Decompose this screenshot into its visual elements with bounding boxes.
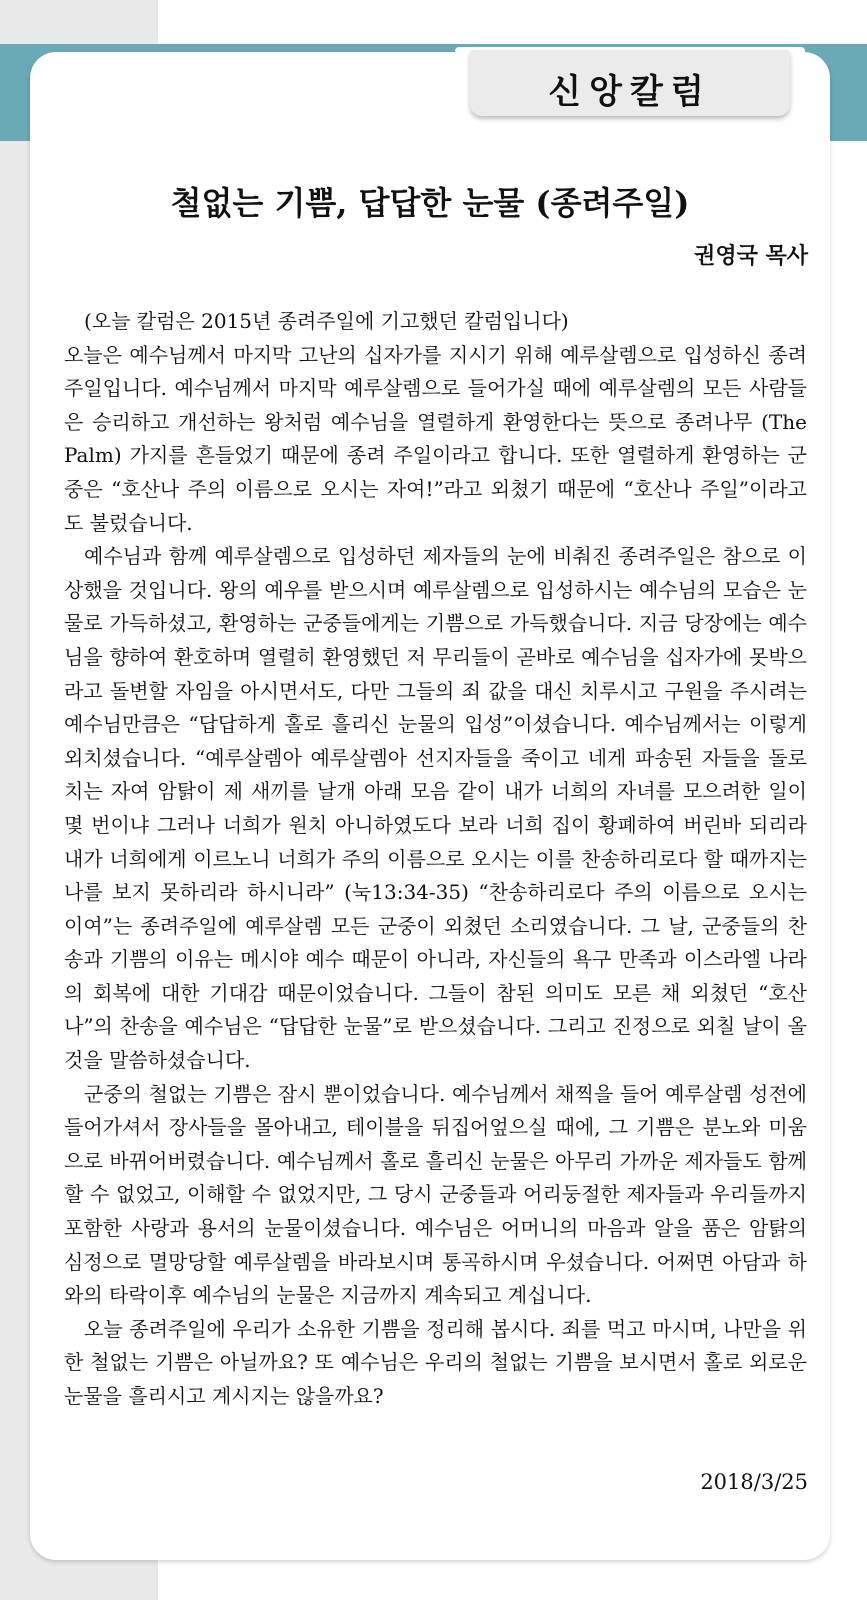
article-title: 철없는 기쁨, 답답한 눈물 (종려주일): [170, 184, 690, 223]
paragraph: 오늘은 예수님께서 마지막 고난의 십자가를 지시기 위해 예루살렘으로 입성하신 종려주일입니다. 예수님께서 마지막 예루살렘으로 들어가실 때에 예루살렘의 모든 사람들은 승리하고 개선하는 왕처럼 예수님을 열렬하게 환영한다는 뜻으로 종려나무 (The Palm) 가지를 흔들었기 때문에 종려 주일이라고 합니다. 또한 열렬하게 환영하는 군중은 “호산나 주의 이름으로 오시는 자여!”라고 외쳤기 때문에 “호산나 주일”이라고도 불렀습니다.: [64, 342, 807, 535]
publish-date: 2018/3/25: [700, 1470, 808, 1494]
paragraph: 군중의 철없는 기쁨은 잠시 뿐이었습니다. 예수님께서 채찍을 들어 예루살렘 성전에 들어가셔서 장사들을 몰아내고, 테이블을 뒤집어엎으실 때에, 그 기쁨은 분노와 미움으로 바뀌어버렸습니다. 예수님께서 홀로 흘리신 눈물은 아무리 가까운 제자들도 함께 할 수 없었고, 이해할 수 없었지만, 그 당시 군중들과 어리둥절한 제자들과 우리들까지 포함한 사랑과 용서의 눈물이셨습니다. 예수님은 어머니의 마음과 알을 품은 암탉의 심정으로 멸망당할 예루살렘을 바라보시며 통곡하시며 우셨습니다. 어쩌면 아담과 하와의 타락이후 예수님의 눈물은 지금까지 계속되고 계십니다.: [64, 1081, 807, 1308]
editor-note: (오늘 칼럼은 2015년 종려주일에 기고했던 칼럼입니다): [84, 309, 569, 333]
section-label: 신앙칼럼: [548, 72, 712, 112]
paragraph: 오늘 종려주일에 우리가 소유한 기쁨을 정리해 봅시다. 죄를 먹고 마시며, 나만을 위한 철없는 기쁨은 아닐까요? 또 예수님은 우리의 철없는 기쁨을 보시면서 홀로 외로운 눈물을 흘리시고 계시지는 않을까요?: [64, 1316, 807, 1408]
author-name: 권영국 목사: [694, 243, 808, 269]
paragraph: 예수님과 함께 예루살렘으로 입성하던 제자들의 눈에 비춰진 종려주일은 참으로 이상했을 것입니다. 왕의 예우를 받으시며 예루살렘으로 입성하시는 예수님의 모습은 눈물로 가득하셨고, 환영하는 군중들에게는 기쁨으로 가득했습니다. 지금 당장에는 예수님을 향하여 환호하며 열렬히 환영했던 저 무리들이 곧바로 예수님을 십자가에 못박으라고 돌변할 자임을 아시면서도, 다만 그들의 죄 값을 대신 치루시고 구원을 주시려는 예수님만큼은 “답답하게 홀로 흘리신 눈물의 입성”이셨습니다. 예수님께서는 이렇게 외치셨습니다. “예루살렘아 예루살렘아 선지자들을 죽이고 네게 파송된 자들을 돌로 치는 자여 암탉이 제 새끼를 날개 아래 모음 같이 내가 너희의 자녀를 모으려한 일이 몇 번이냐 그러나 너희가 원치 아니하였도다 보라 너희 집이 황폐하여 버린바 되리라 내가 너희에게 이르노니 너희가 주의 이름으로 오시는 이를 찬송하리로다 할 때까지는 나를 보지 못하리라 하시니라” (눅13:34-35) “찬송하리로다 주의 이름으로 오시는 이여”는 종려주일에 예루살렘 모든 군중이 외쳤던 소리였습니다. 그 날, 군중들의 찬송과 기쁨의 이유는 메시야 예수 때문이 아니라, 자신들의 욕구 만족과 이스라엘 나라의 회복에 대한 기대감 때문이었습니다. 그들이 참된 의미도 모른 채 외쳤던 “호산나”의 찬송을 예수님은 “답답한 눈물”로 받으셨습니다. 그리고 진정으로 외칠 날이 올 것을 말씀하셨습니다.: [64, 544, 807, 1073]
article-body: [64, 305, 807, 1414]
